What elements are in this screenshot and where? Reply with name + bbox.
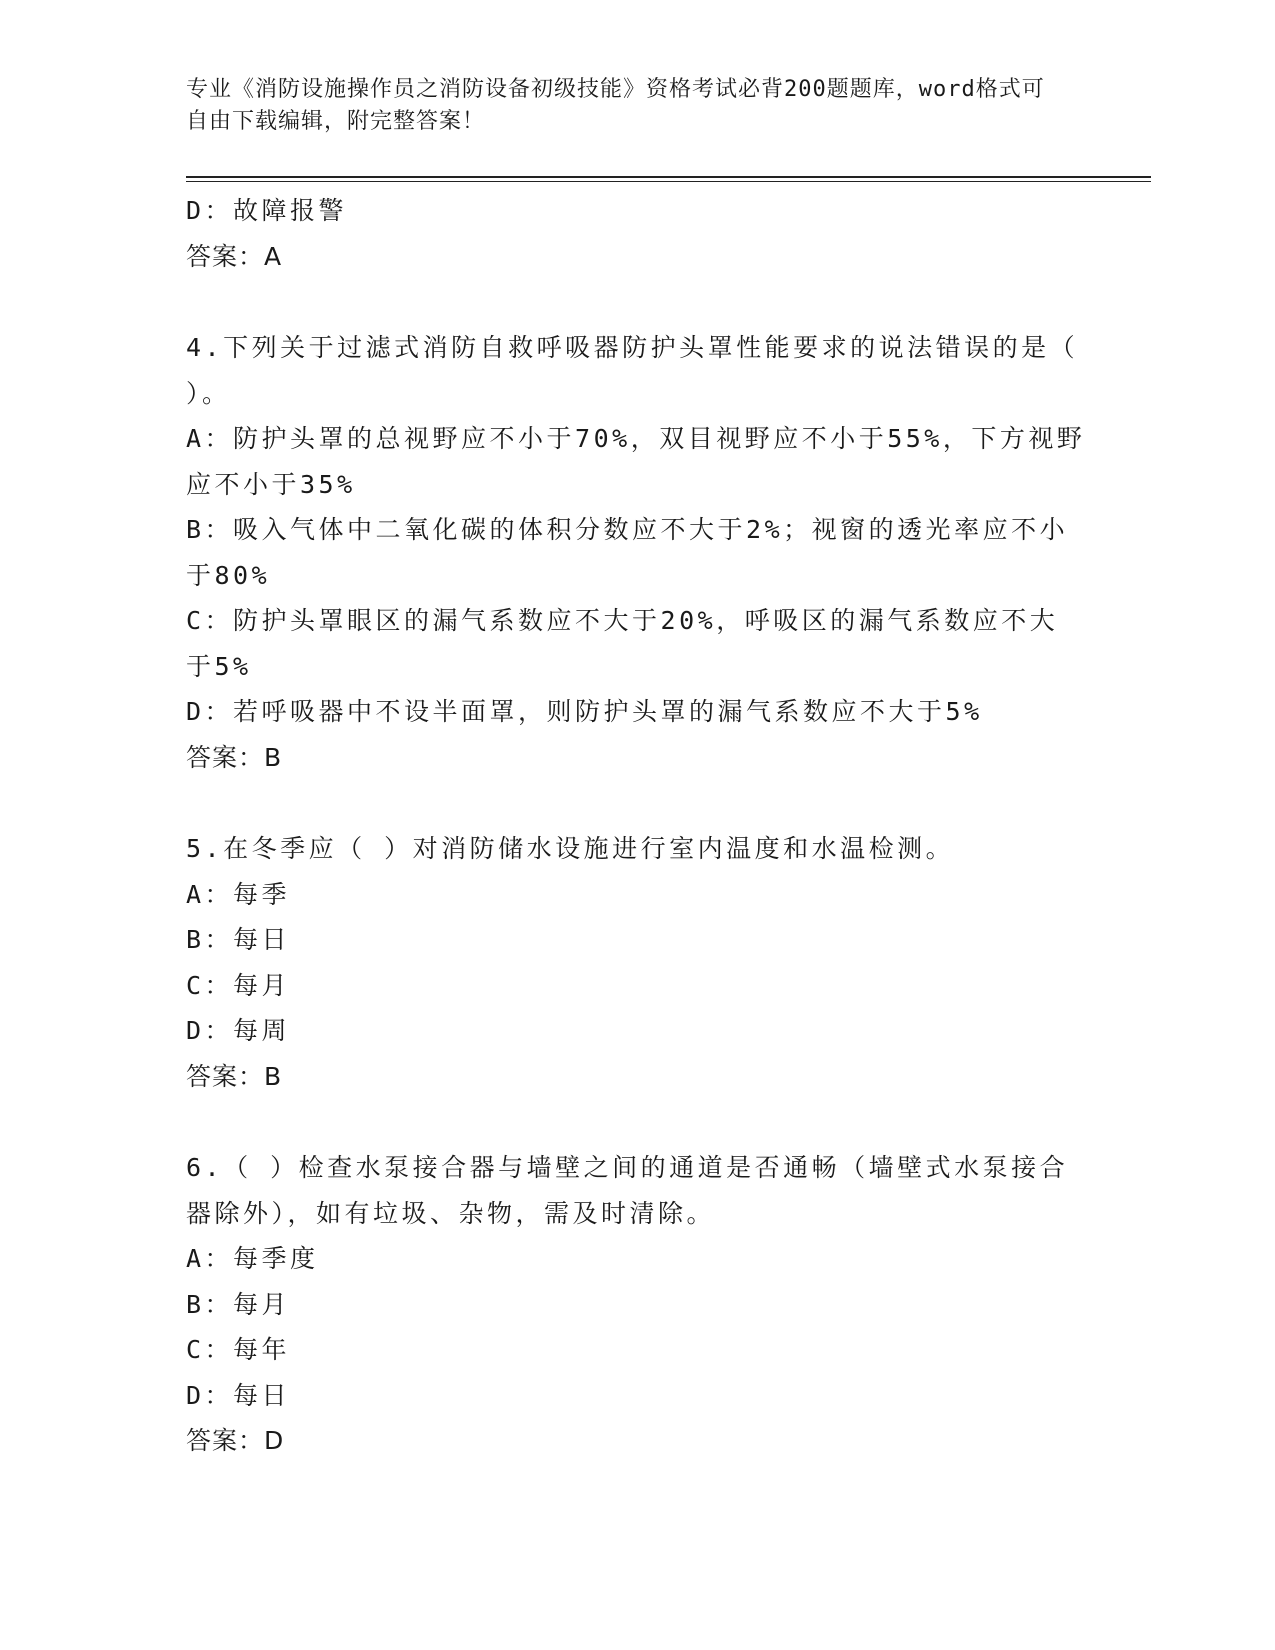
option-b: B：吸入气体中二氧化碳的体积分数应不大于2%；视窗的透光率应不小于80% <box>186 515 1069 590</box>
header-rule-thick <box>186 176 1151 178</box>
option-c: C：防护头罩眼区的漏气系数应不大于20%，呼吸区的漏气系数应不大于5% <box>186 606 1059 681</box>
answer-line: 答案：B <box>186 742 283 772</box>
option-c: C：每年 <box>186 1335 291 1364</box>
question-6 <box>186 1145 1086 1464</box>
option-b: B：每日 <box>186 925 291 954</box>
answer-line: 答案：B <box>186 1061 283 1091</box>
question-5 <box>186 826 1086 1099</box>
document-header: 专业《消防设施操作员之消防设备初级技能》资格考试必背200题题库，word格式可自由下载编辑，附完整答案！ <box>186 77 1045 134</box>
question-4 <box>186 325 1097 780</box>
question-stem: 6.（ ）检查水泵接合器与墙壁之间的通道是否通畅（墙壁式水泵接合器除外），如有垃圾、杂物，需及时清除。 <box>186 1153 1069 1228</box>
option-d: D：每日 <box>186 1380 291 1410</box>
question-stem: 4.下列关于过滤式消防自救呼吸器防护头罩性能要求的说法错误的是（ ）。 <box>186 333 1097 408</box>
option-d: D：每周 <box>186 1016 291 1045</box>
question-stem: 5.在冬季应（ ）对消防储水设施进行室内温度和水温检测。 <box>186 834 955 863</box>
answer-line: 答案：A <box>186 241 283 271</box>
option-a: A：每季 <box>186 879 291 909</box>
option-b: B：每月 <box>186 1289 291 1319</box>
option-d: D：故障报警 <box>186 196 348 225</box>
option-a: A：防护头罩的总视野应不小于70%，双目视野应不小于55%，下方视野应不小于35% <box>186 424 1086 499</box>
question-content <box>186 188 1097 1510</box>
header-rule-thin <box>186 181 1151 182</box>
option-a: A：每季度 <box>186 1244 319 1273</box>
option-d: D：若呼吸器中不设半面罩，则防护头罩的漏气系数应不大于5% <box>186 697 983 726</box>
option-c: C：每月 <box>186 970 291 1000</box>
answer-line: 答案：D <box>186 1426 285 1455</box>
